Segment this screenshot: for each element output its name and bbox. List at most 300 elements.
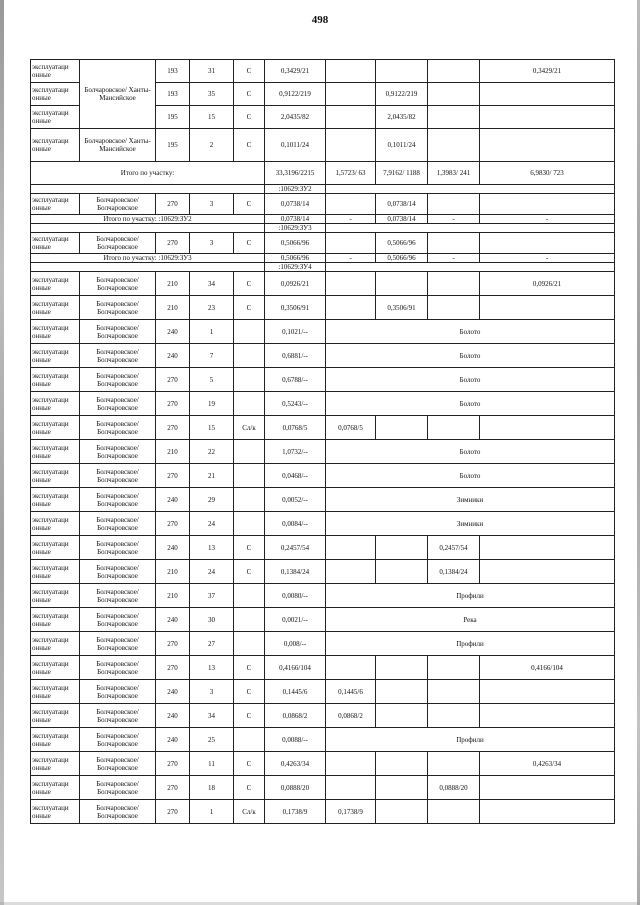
section-cell: 18: [190, 776, 234, 800]
table-row: [31, 584, 615, 608]
section-cell: 13: [190, 536, 234, 560]
quarter-cell: 210: [156, 584, 190, 608]
land-type-cell: эксплуатаци онные: [31, 488, 80, 512]
district-cell: Болчаровское/ Болчаровское: [80, 800, 156, 824]
section-cell: 3: [190, 233, 234, 254]
total-label: Итого по участку:: [31, 162, 265, 185]
land-use-note: Болото: [326, 464, 615, 488]
quarter-cell: 240: [156, 344, 190, 368]
col7-cell: [326, 296, 376, 320]
col9-cell: [428, 129, 480, 162]
category-cell: [234, 728, 265, 752]
area-volume-cell: 0,9122/219: [265, 83, 326, 106]
area-volume-cell: 0,2457/54: [265, 536, 326, 560]
area-volume-cell: 0,0888/20: [265, 776, 326, 800]
col7-cell: 0,1738/9: [326, 800, 376, 824]
col9-cell: [428, 800, 480, 824]
table-row: [31, 344, 615, 368]
table-row: [31, 233, 615, 254]
category-cell: [234, 488, 265, 512]
table-row: [31, 488, 615, 512]
category-cell: [234, 632, 265, 656]
col10-cell: [480, 416, 615, 440]
district-cell: Болчаровское/ Болчаровское: [80, 560, 156, 584]
quarter-cell: 210: [156, 272, 190, 296]
land-type-cell: эксплуатаци онные: [31, 728, 80, 752]
land-use-note: Зимники: [326, 512, 615, 536]
section-cell: 15: [190, 106, 234, 129]
col8-cell: [376, 272, 428, 296]
total-row: [31, 215, 615, 224]
category-cell: [234, 344, 265, 368]
col8-cell: 0,3506/91: [376, 296, 428, 320]
category-cell: С: [234, 680, 265, 704]
table-row: [31, 440, 615, 464]
table-row: [31, 680, 615, 704]
col7-cell: [326, 233, 376, 254]
table-row: [31, 296, 615, 320]
category-cell: [234, 320, 265, 344]
category-cell: С: [234, 83, 265, 106]
col7-cell: [326, 656, 376, 680]
col9-cell: 0,0888/20: [428, 776, 480, 800]
land-type-cell: эксплуатаци онные: [31, 296, 80, 320]
col9-cell: [428, 106, 480, 129]
land-type-cell: эксплуатаци онные: [31, 752, 80, 776]
col10-cell: 0,4166/104: [480, 656, 615, 680]
col8-cell: [376, 752, 428, 776]
land-type-cell: эксплуатаци онные: [31, 368, 80, 392]
land-type-cell: эксплуатаци онные: [31, 536, 80, 560]
col9-cell: 0,1384/24: [428, 560, 480, 584]
total-row: [31, 254, 615, 263]
quarter-cell: 240: [156, 320, 190, 344]
quarter-cell: 193: [156, 60, 190, 83]
category-cell: [234, 464, 265, 488]
quarter-cell: 270: [156, 392, 190, 416]
section-cell: 11: [190, 752, 234, 776]
table-row: [31, 656, 615, 680]
land-type-cell: эксплуатаци онные: [31, 233, 80, 254]
quarter-cell: 210: [156, 440, 190, 464]
land-use-note: Профили: [326, 632, 615, 656]
land-type-cell: эксплуатаци онные: [31, 584, 80, 608]
total-col10: -: [480, 215, 615, 224]
section-cell: 30: [190, 608, 234, 632]
land-use-note: Профили: [326, 584, 615, 608]
district-cell: Болчаровское/ Ханты-Мансийское: [80, 129, 156, 162]
section-cell: 29: [190, 488, 234, 512]
section-cell: 34: [190, 272, 234, 296]
col8-cell: 0,0738/14: [376, 194, 428, 215]
col10-cell: [480, 194, 615, 215]
area-volume-cell: 0,0468/--: [265, 464, 326, 488]
section-cell: 19: [190, 392, 234, 416]
spacer-cell: [326, 224, 615, 233]
land-type-cell: эксплуатаци онные: [31, 440, 80, 464]
area-volume-cell: 0,1011/24: [265, 129, 326, 162]
col7-cell: [326, 129, 376, 162]
table-row: [31, 194, 615, 215]
spacer-cell: [326, 263, 615, 272]
quarter-cell: 270: [156, 464, 190, 488]
col8-cell: [376, 680, 428, 704]
col7-cell: 0,0768/5: [326, 416, 376, 440]
col9-cell: [428, 83, 480, 106]
col10-cell: 0,3429/21: [480, 60, 615, 83]
quarter-cell: 240: [156, 536, 190, 560]
district-cell: Болчаровское/ Болчаровское: [80, 704, 156, 728]
area-volume-cell: 0,1738/9: [265, 800, 326, 824]
category-cell: С: [234, 560, 265, 584]
spacer-cell: [31, 263, 265, 272]
land-type-cell: эксплуатаци онные: [31, 320, 80, 344]
district-cell: Болчаровское/ Болчаровское: [80, 392, 156, 416]
section-cell: 24: [190, 560, 234, 584]
quarter-cell: 195: [156, 106, 190, 129]
district-cell: Болчаровское/ Болчаровское: [80, 344, 156, 368]
section-cell: 24: [190, 512, 234, 536]
quarter-cell: 270: [156, 368, 190, 392]
land-type-cell: эксплуатаци онные: [31, 704, 80, 728]
col8-cell: [376, 60, 428, 83]
plot-id: :10629:ЗУ4: [265, 263, 326, 272]
col8-cell: [376, 800, 428, 824]
area-volume-cell: 0,0738/14: [265, 194, 326, 215]
land-type-cell: эксплуатаци онные: [31, 512, 80, 536]
quarter-cell: 210: [156, 560, 190, 584]
quarter-cell: 240: [156, 680, 190, 704]
page-number: 498: [311, 14, 329, 26]
district-cell: Болчаровское/ Болчаровское: [80, 464, 156, 488]
district-cell: Болчаровское/ Болчаровское: [80, 512, 156, 536]
spacer-cell: [31, 185, 265, 194]
total-col7: 1,5723/ 63: [326, 162, 376, 185]
area-volume-cell: 0,3429/21: [265, 60, 326, 83]
quarter-cell: 210: [156, 296, 190, 320]
land-type-cell: эксплуатаци онные: [31, 416, 80, 440]
land-type-cell: эксплуатаци онные: [31, 344, 80, 368]
table-row: [31, 392, 615, 416]
section-cell: 35: [190, 83, 234, 106]
district-cell: Болчаровское/ Болчаровское: [80, 680, 156, 704]
col10-cell: 0,4263/34: [480, 752, 615, 776]
table-row: [31, 512, 615, 536]
table-row: [31, 728, 615, 752]
section-cell: 27: [190, 632, 234, 656]
district-cell: Болчаровское/ Болчаровское: [80, 584, 156, 608]
col9-cell: [428, 233, 480, 254]
area-volume-cell: 0,1021/--: [265, 320, 326, 344]
col10-cell: [480, 776, 615, 800]
quarter-cell: 270: [156, 656, 190, 680]
quarter-cell: 270: [156, 752, 190, 776]
category-cell: С: [234, 536, 265, 560]
category-cell: С: [234, 704, 265, 728]
land-use-note: Болото: [326, 440, 615, 464]
col9-cell: [428, 416, 480, 440]
col9-cell: [428, 680, 480, 704]
land-type-cell: эксплуатаци онные: [31, 194, 80, 215]
col7-cell: [326, 194, 376, 215]
land-type-cell: эксплуатаци онные: [31, 392, 80, 416]
district-cell: Болчаровское/ Болчаровское: [80, 368, 156, 392]
total-col8: 0,5066/96: [376, 254, 428, 263]
scan-edge-left: [0, 0, 4, 905]
area-volume-cell: 0,1384/24: [265, 560, 326, 584]
total-label: Итого по участку: :10629:ЗУ2: [31, 215, 265, 224]
col10-cell: [480, 536, 615, 560]
section-cell: 1: [190, 320, 234, 344]
district-cell: Болчаровское/ Болчаровское: [80, 194, 156, 215]
category-cell: Сл/к: [234, 416, 265, 440]
land-type-cell: эксплуатаци онные: [31, 776, 80, 800]
col7-cell: 0,0868/2: [326, 704, 376, 728]
area-volume-cell: 0,6788/--: [265, 368, 326, 392]
land-type-cell: эксплуатаци онные: [31, 106, 80, 129]
quarter-cell: 240: [156, 488, 190, 512]
total-col9: -: [428, 215, 480, 224]
total-area-volume: 0,5066/96: [265, 254, 326, 263]
section-cell: 15: [190, 416, 234, 440]
plot-header-row: [31, 185, 615, 194]
section-cell: 25: [190, 728, 234, 752]
land-type-cell: эксплуатаци онные: [31, 656, 80, 680]
col9-cell: 0,2457/54: [428, 536, 480, 560]
quarter-cell: 270: [156, 512, 190, 536]
land-use-note: Река: [326, 608, 615, 632]
col9-cell: [428, 60, 480, 83]
col8-cell: [376, 560, 428, 584]
col7-cell: [326, 752, 376, 776]
area-volume-cell: 0,0084/--: [265, 512, 326, 536]
district-cell: Болчаровское/ Болчаровское: [80, 608, 156, 632]
total-col9: -: [428, 254, 480, 263]
category-cell: [234, 368, 265, 392]
land-type-cell: эксплуатаци онные: [31, 560, 80, 584]
section-cell: 3: [190, 194, 234, 215]
category-cell: [234, 584, 265, 608]
section-cell: 2: [190, 129, 234, 162]
col8-cell: [376, 536, 428, 560]
land-use-note: Профили: [326, 728, 615, 752]
district-cell: Болчаровское/ Болчаровское: [80, 632, 156, 656]
section-cell: 31: [190, 60, 234, 83]
section-cell: 1: [190, 800, 234, 824]
col9-cell: [428, 752, 480, 776]
quarter-cell: 270: [156, 416, 190, 440]
table-row: [31, 536, 615, 560]
district-cell: Болчаровское/ Болчаровское: [80, 728, 156, 752]
table-row: [31, 752, 615, 776]
section-cell: 37: [190, 584, 234, 608]
category-cell: [234, 440, 265, 464]
col10-cell: [480, 560, 615, 584]
table-row: [31, 320, 615, 344]
land-type-cell: эксплуатаци онные: [31, 129, 80, 162]
district-cell: Болчаровское/ Болчаровское: [80, 272, 156, 296]
area-volume-cell: 0,008/--: [265, 632, 326, 656]
col9-cell: [428, 656, 480, 680]
total-label: Итого по участку: :10629:ЗУ3: [31, 254, 265, 263]
col10-cell: [480, 680, 615, 704]
col8-cell: [376, 776, 428, 800]
land-type-cell: эксплуатаци онные: [31, 800, 80, 824]
total-col7: -: [326, 215, 376, 224]
area-volume-cell: 0,0088/--: [265, 728, 326, 752]
category-cell: [234, 608, 265, 632]
col10-cell: [480, 704, 615, 728]
district-cell: Болчаровское/ Болчаровское: [80, 656, 156, 680]
col10-cell: [480, 83, 615, 106]
forest-plot-table: [30, 59, 615, 824]
land-use-note: Болото: [326, 392, 615, 416]
col7-cell: [326, 560, 376, 584]
table-row: [31, 60, 615, 83]
table-row: [31, 272, 615, 296]
category-cell: [234, 392, 265, 416]
category-cell: С: [234, 776, 265, 800]
quarter-cell: 270: [156, 776, 190, 800]
land-type-cell: эксплуатаци онные: [31, 680, 80, 704]
col7-cell: [326, 106, 376, 129]
col8-cell: [376, 656, 428, 680]
col7-cell: [326, 272, 376, 296]
district-cell: Болчаровское/ Болчаровское: [80, 536, 156, 560]
col9-cell: [428, 194, 480, 215]
quarter-cell: 193: [156, 83, 190, 106]
section-cell: 7: [190, 344, 234, 368]
section-cell: 21: [190, 464, 234, 488]
category-cell: С: [234, 233, 265, 254]
area-volume-cell: 0,0021/--: [265, 608, 326, 632]
section-cell: 34: [190, 704, 234, 728]
col10-cell: [480, 233, 615, 254]
col9-cell: [428, 272, 480, 296]
quarter-cell: 240: [156, 608, 190, 632]
table-row: [31, 416, 615, 440]
col8-cell: 0,1011/24: [376, 129, 428, 162]
area-volume-cell: 0,5066/96: [265, 233, 326, 254]
area-volume-cell: 0,0926/21: [265, 272, 326, 296]
area-volume-cell: 0,0768/5: [265, 416, 326, 440]
col7-cell: [326, 60, 376, 83]
col8-cell: [376, 704, 428, 728]
table-row: [31, 800, 615, 824]
table-row: [31, 560, 615, 584]
quarter-cell: 270: [156, 632, 190, 656]
spacer-cell: [31, 224, 265, 233]
table-row: [31, 704, 615, 728]
category-cell: С: [234, 60, 265, 83]
land-type-cell: эксплуатаци онные: [31, 632, 80, 656]
spacer-cell: [326, 185, 615, 194]
total-col8: 0,0738/14: [376, 215, 428, 224]
category-cell: С: [234, 194, 265, 215]
col8-cell: 0,9122/219: [376, 83, 428, 106]
section-cell: 22: [190, 440, 234, 464]
land-use-note: Болото: [326, 320, 615, 344]
land-use-note: Болото: [326, 368, 615, 392]
area-volume-cell: 0,4263/34: [265, 752, 326, 776]
col7-cell: [326, 536, 376, 560]
plot-id: :10629:ЗУ2: [265, 185, 326, 194]
district-cell: Болчаровское/ Болчаровское: [80, 752, 156, 776]
category-cell: С: [234, 752, 265, 776]
quarter-cell: 240: [156, 728, 190, 752]
col10-cell: 0,0926/21: [480, 272, 615, 296]
col7-cell: 0,1445/6: [326, 680, 376, 704]
table-row: [31, 776, 615, 800]
category-cell: [234, 512, 265, 536]
area-volume-cell: 0,0052/--: [265, 488, 326, 512]
land-use-note: Зимники: [326, 488, 615, 512]
district-cell: Болчаровское/ Болчаровское: [80, 416, 156, 440]
section-cell: 5: [190, 368, 234, 392]
table-row: [31, 368, 615, 392]
total-col10: 6,9830/ 723: [480, 162, 615, 185]
area-volume-cell: 0,6881/--: [265, 344, 326, 368]
district-cell: Болчаровское/ Болчаровское: [80, 320, 156, 344]
category-cell: С: [234, 129, 265, 162]
category-cell: С: [234, 656, 265, 680]
quarter-cell: 270: [156, 233, 190, 254]
district-cell: Болчаровское/ Болчаровское: [80, 440, 156, 464]
category-cell: С: [234, 106, 265, 129]
total-area-volume: 0,0738/14: [265, 215, 326, 224]
area-volume-cell: 0,0868/2: [265, 704, 326, 728]
quarter-cell: 270: [156, 194, 190, 215]
total-row: [31, 162, 615, 185]
land-type-cell: эксплуатаци онные: [31, 608, 80, 632]
area-volume-cell: 0,0080/--: [265, 584, 326, 608]
area-volume-cell: 0,3506/91: [265, 296, 326, 320]
section-cell: 23: [190, 296, 234, 320]
land-type-cell: эксплуатаци онные: [31, 464, 80, 488]
land-type-cell: эксплуатаци онные: [31, 272, 80, 296]
table-row: [31, 632, 615, 656]
area-volume-cell: 0,1445/6: [265, 680, 326, 704]
total-col10: -: [480, 254, 615, 263]
table-row: [31, 129, 615, 162]
col9-cell: [428, 296, 480, 320]
total-col9: 1,3983/ 241: [428, 162, 480, 185]
col7-cell: [326, 776, 376, 800]
category-cell: Сл/к: [234, 800, 265, 824]
category-cell: С: [234, 296, 265, 320]
section-cell: 13: [190, 656, 234, 680]
col8-cell: 2,0435/82: [376, 106, 428, 129]
quarter-cell: 270: [156, 800, 190, 824]
district-cell: Болчаровское/ Болчаровское: [80, 296, 156, 320]
category-cell: С: [234, 272, 265, 296]
total-area-volume: 33,3196/2215: [265, 162, 326, 185]
section-cell: 3: [190, 680, 234, 704]
total-col7: -: [326, 254, 376, 263]
col10-cell: [480, 106, 615, 129]
col8-cell: [376, 416, 428, 440]
table-row: [31, 608, 615, 632]
table-row: [31, 464, 615, 488]
plot-header-row: [31, 224, 615, 233]
land-use-note: Болото: [326, 344, 615, 368]
col7-cell: [326, 83, 376, 106]
area-volume-cell: 1,0732/--: [265, 440, 326, 464]
col10-cell: [480, 800, 615, 824]
col8-cell: 0,5066/96: [376, 233, 428, 254]
col9-cell: [428, 704, 480, 728]
quarter-cell: 240: [156, 704, 190, 728]
